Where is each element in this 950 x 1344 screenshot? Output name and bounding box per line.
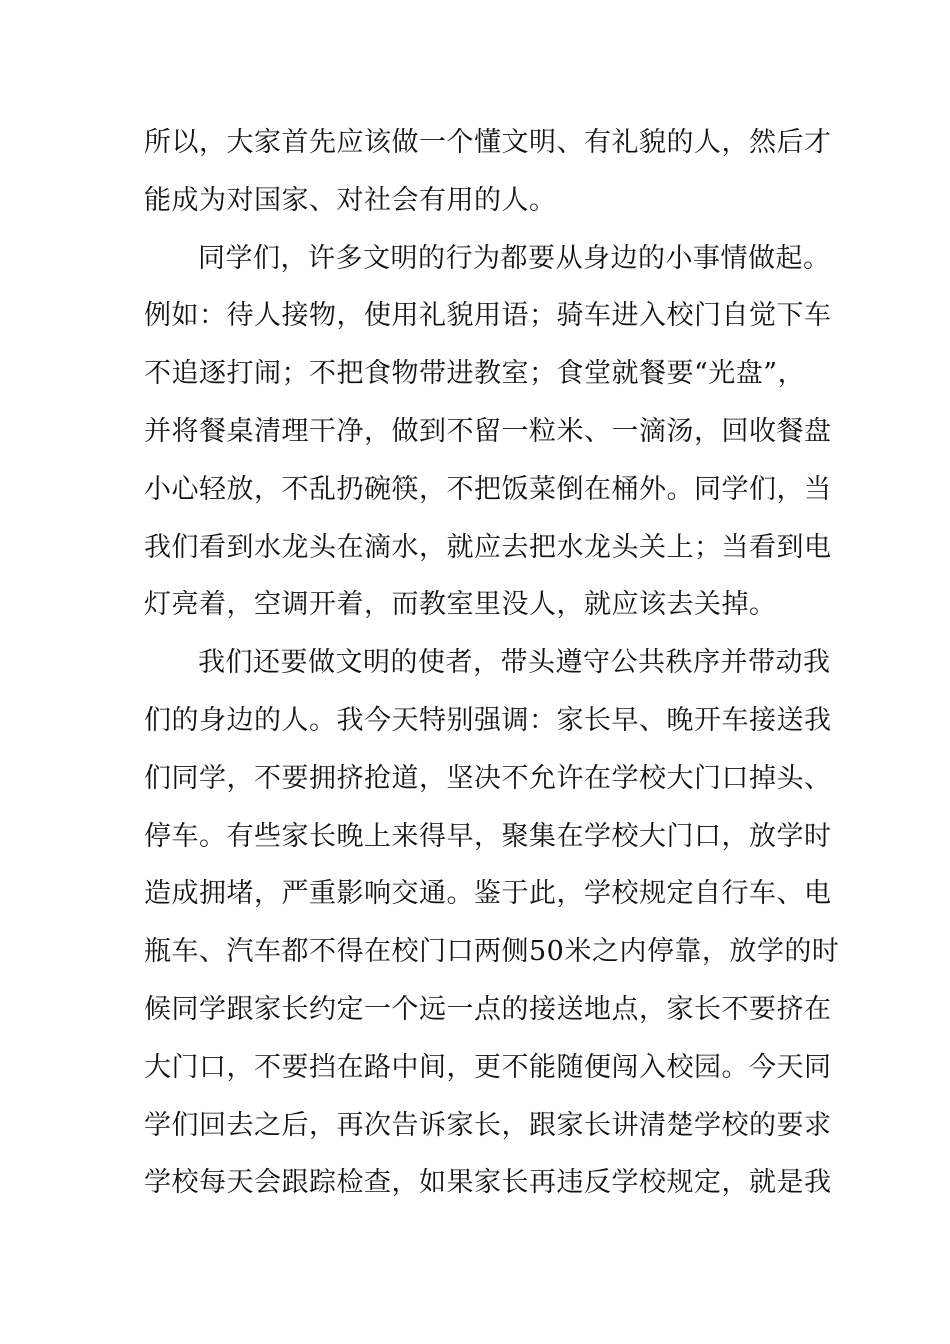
text-line: 停车。有些家长晚上来得早，聚集在学校大门口，放学时 [144,820,832,852]
text-line: 不追逐打闹；不把食物带进教室；食堂就餐要“光盘”， [144,358,806,390]
text-line: 我们看到水龙头在滴水，就应去把水龙头关上；当看到电 [144,531,832,563]
text-line: 造成拥堵，严重影响交通。鉴于此，学校规定自行车、电 [144,878,832,910]
text-line: 候同学跟家长约定一个远一点的接送地点，家长不要挤在 [144,993,832,1025]
text-line: 能成为对国家、对社会有用的人。 [144,184,557,216]
text-line: 学校每天会跟踪检查，如果家长再违反学校规定，就是我 [144,1167,832,1199]
body-text [144,114,840,1212]
text-line: 学们回去之后，再次告诉家长，跟家长讲清楚学校的要求 [144,1109,832,1141]
text-line: 并将餐桌清理干净，做到不留一粒米、一滴汤，回收餐盘 [144,415,832,447]
paragraph-start-line: 同学们，许多文明的行为都要从身边的小事情做起。 [198,242,831,274]
text-line: 例如：待人接物，使用礼貌用语；骑车进入校门自觉下车 [144,300,832,332]
paragraph-start-line: 我们还要做文明的使者，带头遵守公共秩序并带动我 [198,647,831,679]
text-line: 瓶车、汽车都不得在校门口两侧50米之内停靠，放学的时 [144,936,840,968]
text-line: 所以，大家首先应该做一个懂文明、有礼貌的人，然后才 [144,127,832,158]
text-line: 们同学，不要拥挤抢道，坚决不允许在学校大门口掉头、 [144,762,832,794]
text-line: 们的身边的人。我今天特别强调：家长早、晚开车接送我 [144,704,832,736]
text-line: 小心轻放，不乱扔碗筷，不把饭菜倒在桶外。同学们，当 [144,473,832,505]
text-line: 大门口，不要挡在路中间，更不能随便闯入校园。今天同 [144,1051,832,1083]
text-line: 灯亮着，空调开着，而教室里没人，就应该去关掉。 [144,589,777,621]
